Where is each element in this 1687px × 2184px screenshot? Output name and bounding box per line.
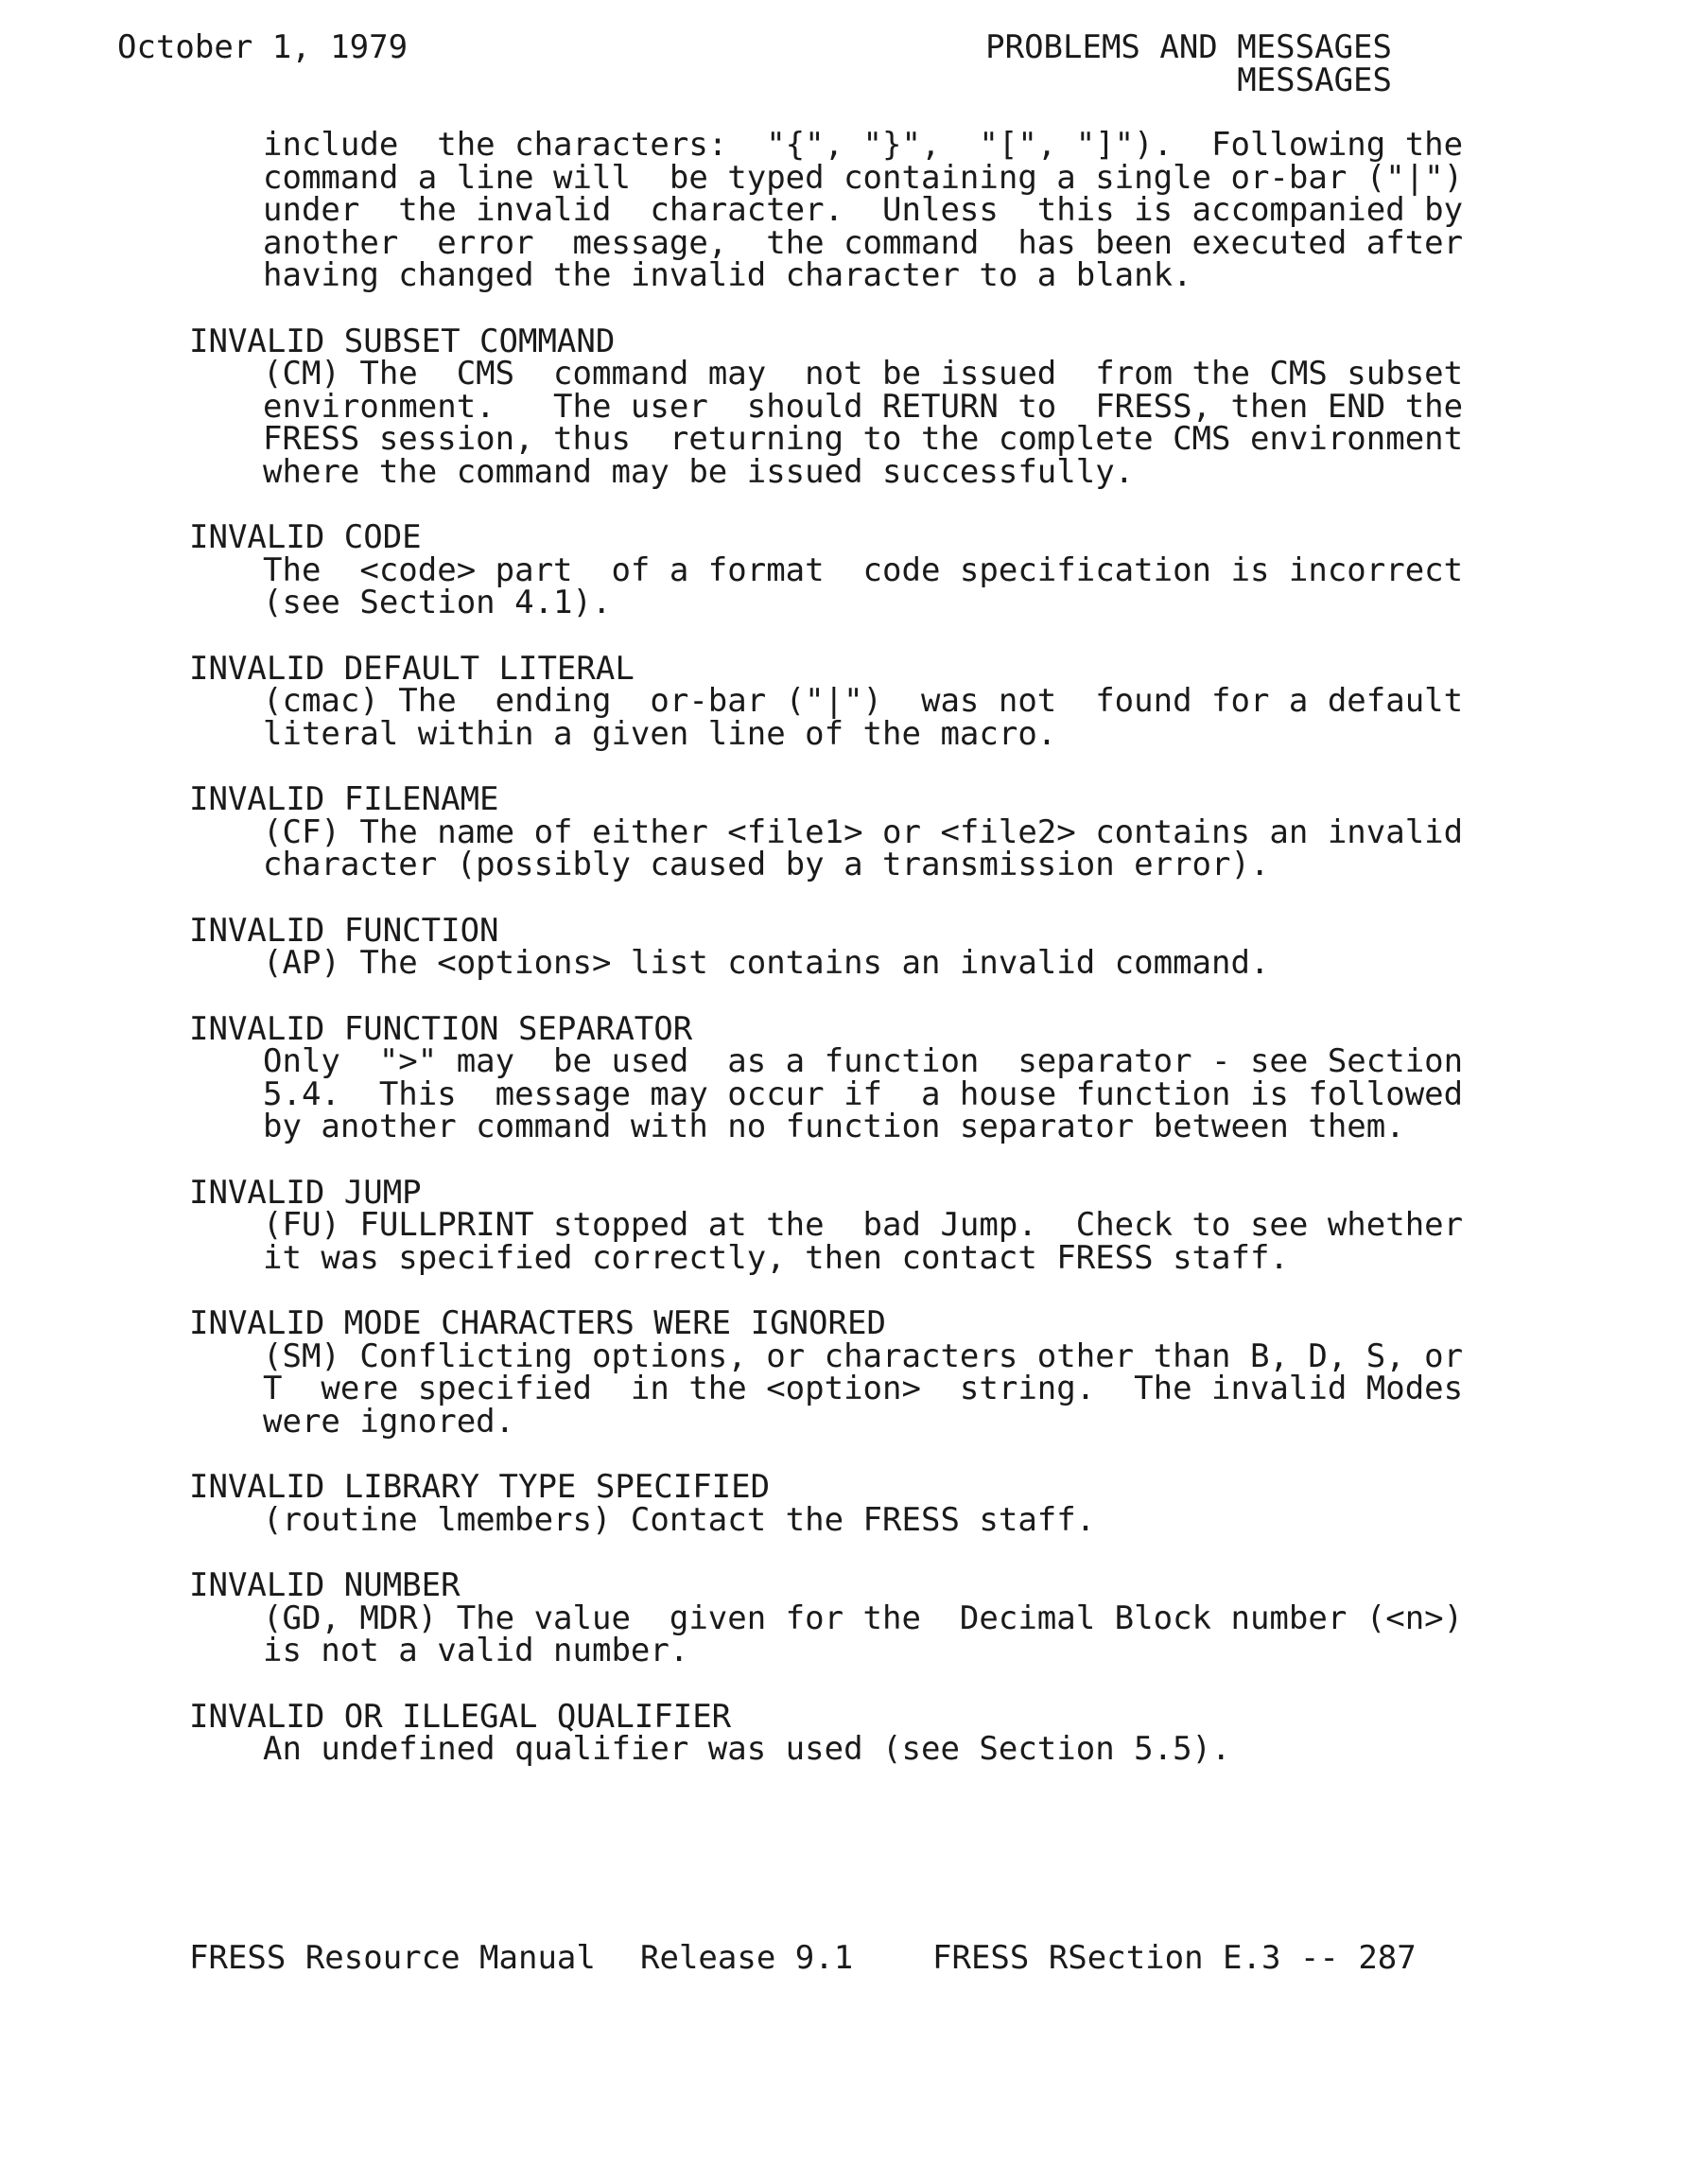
message-description (263, 682, 1464, 753)
message-description (263, 1500, 1392, 1539)
message-entry (189, 518, 1464, 621)
message-title: INVALID FUNCTION SEPARATOR (189, 1009, 693, 1048)
message-title: INVALID FUNCTION (189, 911, 499, 950)
message-title: INVALID LIBRARY TYPE SPECIFIED (189, 1468, 771, 1506)
description-line: 5.4. This message may occur if a house function is followed (263, 1075, 1464, 1113)
intro-line: command a line will be typed containing a single or-bar ("|") (263, 158, 1464, 197)
intro-line: having changed the invalid character to a blank. (263, 256, 1192, 294)
message-entry (189, 1173, 1464, 1277)
message-description (263, 1042, 1464, 1145)
description-line: (routine lmembers) Contact the FRESS staff. (263, 1500, 1096, 1539)
message-entry (189, 1009, 1464, 1145)
message-description (263, 812, 1464, 883)
description-line: (see Section 4.1). (263, 584, 612, 621)
message-description (263, 550, 1464, 621)
message-entry (189, 1697, 1392, 1768)
message-entry (189, 322, 1464, 491)
description-line: (CM) The CMS command may not be issued from the CMS subset (263, 355, 1464, 393)
description-line: literal within a given line of the macro. (263, 714, 1057, 753)
message-entry (189, 780, 1464, 883)
message-title: INVALID NUMBER (189, 1566, 461, 1604)
message-description (263, 1730, 1392, 1768)
description-line: (CF) The name of either <file1> or <file2> contains an invalid (263, 812, 1464, 851)
message-title: INVALID OR ILLEGAL QUALIFIER (189, 1697, 732, 1736)
message-entry (189, 1566, 1464, 1669)
header-title: PROBLEMS AND MESSAGES (985, 28, 1392, 66)
message-title: INVALID DEFAULT LITERAL (189, 649, 635, 688)
description-line: The <code> part of a format code specification is incorrect (263, 550, 1464, 589)
description-line: (AP) The <options> list contains an invalid command. (263, 944, 1270, 982)
description-line: by another command with no function separator between them. (263, 1108, 1405, 1145)
description-line: were ignored. (263, 1402, 515, 1441)
page-footer (189, 1939, 1417, 2070)
description-line: (SM) Conflicting options, or characters other than B, D, S, or (263, 1337, 1464, 1375)
description-line: (cmac) The ending or-bar ("|") was not found for a default (263, 682, 1464, 720)
message-title: INVALID JUMP (189, 1173, 422, 1212)
message-entry (189, 649, 1464, 753)
description-line: where the command may be issued successfully. (263, 452, 1135, 491)
message-entry (189, 1304, 1464, 1441)
message-description (263, 355, 1464, 491)
description-line: environment. The user should RETURN to FRESS, then END the (263, 387, 1464, 426)
description-line: FRESS session, thus returning to the complete CMS environment (263, 420, 1464, 458)
message-list (189, 322, 1464, 1768)
description-line: An undefined qualifier was used (see Section 5.5). (263, 1730, 1231, 1768)
description-line: is not a valid number. (263, 1632, 689, 1669)
message-title: INVALID FILENAME (189, 780, 499, 818)
footer-section: FRESS RSection E.3 -- 287 (932, 1939, 1417, 1977)
message-description (263, 944, 1392, 982)
description-line: (GD, MDR) The value given for the Decimal Block number (<n>) (263, 1599, 1464, 1637)
message-entry (189, 1468, 1392, 1539)
header-subtitle: MESSAGES (1237, 61, 1392, 99)
page-body (189, 126, 1464, 1768)
header-date: October 1, 1979 (117, 28, 409, 66)
message-description (263, 1337, 1464, 1441)
footer-release: Release 9.1 (640, 1939, 854, 1977)
description-line: it was specified correctly, then contact FRESS staff. (263, 1238, 1289, 1277)
message-title: INVALID CODE (189, 518, 422, 556)
message-description (263, 1206, 1464, 1277)
message-title: INVALID SUBSET COMMAND (189, 322, 616, 360)
intro-paragraph (263, 126, 1464, 294)
description-line: (FU) FULLPRINT stopped at the bad Jump. Check to see whether (263, 1206, 1464, 1244)
description-line: T were specified in the <option> string. The invalid Modes (263, 1370, 1464, 1407)
message-entry (189, 911, 1392, 982)
footer-manual: FRESS Resource Manual (189, 1939, 596, 1977)
description-line: character (possibly caused by a transmission error). (263, 846, 1270, 883)
message-title: INVALID MODE CHARACTERS WERE IGNORED (189, 1304, 886, 1342)
intro-line: under the invalid character. Unless this is accompanied by (263, 191, 1464, 229)
message-description (263, 1599, 1464, 1669)
description-line: Only ">" may be used as a function separator - see Section (263, 1042, 1464, 1080)
intro-line: include the characters: "{", "}", "[", "]"). Following the (263, 126, 1464, 164)
intro-line: another error message, the command has been executed after (263, 223, 1464, 262)
